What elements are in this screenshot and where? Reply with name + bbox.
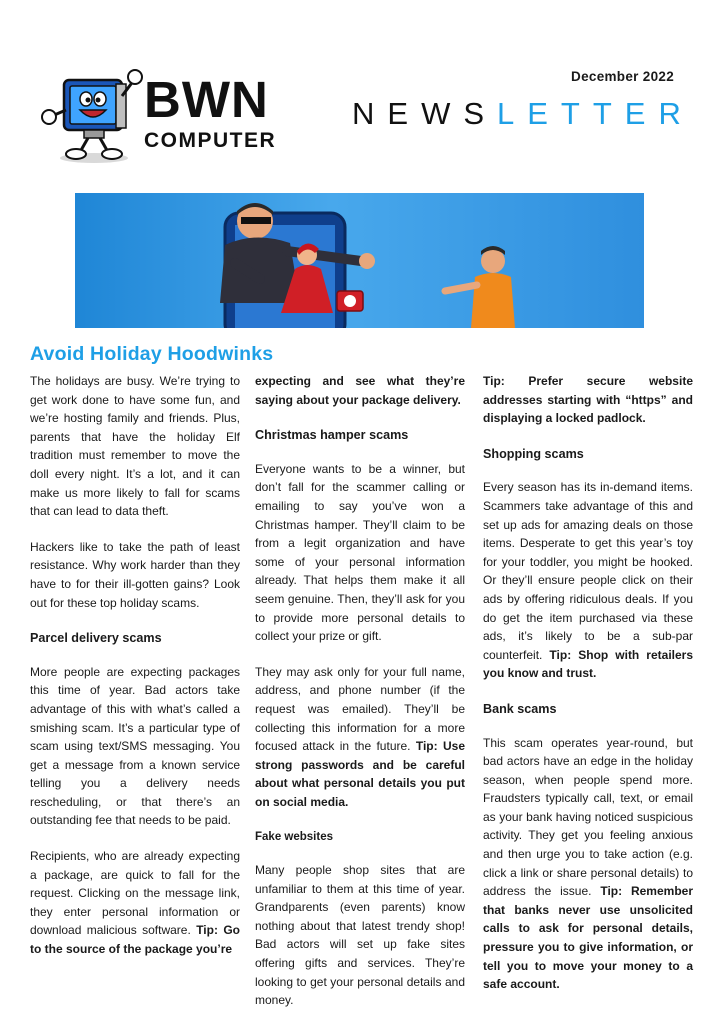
computer-mascot-icon: [36, 66, 146, 166]
intro-paragraph-2: Hackers like to take the path of least resistance. Why work harder than they have to for their ill-gotten gains? Look out for these top holiday scams.: [30, 539, 240, 610]
shopping-tip: Tip: Shop with retailers you know and trust.: [483, 647, 694, 681]
hamper-paragraph-2: [255, 663, 465, 812]
fake-websites-tip: Tip: Prefer secure website addresses starting with “https” and displaying a locked padlock.: [483, 374, 693, 426]
intro-paragraph: The holidays are busy. We’re trying to get work done to have some fun, and we’re hosting family and friends. Plus, parents that have the holiday Elf tradition must remember to move the doll every night. It’s a lot, and it can make us more likely to fall for scams that can lead to data theft.: [30, 374, 240, 519]
section-heading-parcel: Parcel delivery scams: [30, 631, 162, 646]
parcel-paragraph: More people are expecting packages this time of year. Bad actors take advantage of this with what’s called a smishing scam. It’s a particular type of scam using text/SMS messaging. You get a message from a known service telling you a delivery needs rescheduling, or that there’s an outstanding fee that needs to be paid.: [30, 664, 240, 828]
section-heading-hamper: Christmas hamper scams: [255, 428, 409, 443]
issue-date: December 2022: [571, 69, 674, 84]
bank-paragraph: [483, 734, 693, 994]
article-column-1: [30, 372, 240, 976]
shopping-text: Every season has its in-demand items. Scammers take advantage of this and set up ads for amazing deals on those items. Desperate to get this year’s toy for your toddler, you might be hooked. Or they’ll ensure people click on their ads by offering ridiculous deals. If you do get the item purchased via these ads, it’s likely to be a sub-par counterfeit.: [483, 480, 693, 662]
newsletter-header: [0, 0, 724, 180]
article-column-2: [255, 372, 465, 1024]
parcel-paragraph-2: [30, 847, 240, 959]
fake-websites-paragraph: Many people shop sites that are unfamiliar to them at this time of year. Grandparents (even parents) know nothing about that latest trendy shop! Bad actors will set up fake sites offering gifts and services. They’re looking to get your personal details and money.: [255, 863, 465, 1008]
article-column-3: [483, 372, 693, 1011]
hamper-tip: Tip: Use strong passwords and be careful about what personal details you put on social media.: [255, 739, 465, 809]
bwn-computer-logo: [36, 66, 298, 166]
section-heading-fake-websites: Fake websites: [255, 831, 333, 844]
hamper-paragraph: Everyone wants to be a winner, but don’t fall for the scammer calling or emailing to say you’ve won a Christmas hamper. They’ll claim to be from a legit organization and have some of your personal information already. That helps them make it all seem genuine. Then, they’ll ask for you to provide more personal details to collect your prize or gift.: [255, 461, 465, 644]
hamper-text: They may ask only for your full name, address, and phone number (if the request was emailed). They’ll be collecting this information for a more focused attack in the future.: [255, 664, 465, 754]
hero-banner: [75, 193, 644, 328]
section-heading-shopping: Shopping scams: [483, 446, 584, 461]
logo-subtitle: COMPUTER: [144, 129, 277, 152]
logo-wordmark: BWN: [144, 71, 269, 128]
title-part-letter: LETTER: [497, 96, 694, 131]
section-heading-bank: Bank scams: [483, 701, 557, 716]
bank-tip: Tip: Remember that banks never use unsolicited calls to ask for personal details, pressure you to give information, or tell you to move your money to a safe account.: [483, 884, 693, 992]
parcel-tip: Tip: Go to the source of the package you’re: [30, 923, 240, 957]
newsletter-title: [352, 96, 694, 132]
article-headline: Avoid Holiday Hoodwinks: [30, 343, 274, 365]
title-part-news: NEWS: [352, 96, 497, 131]
parcel-text: Recipients, who are already expecting a package, are quick to fall for the request. Clicking on the message link, they enter personal information or download malicious software.: [30, 849, 240, 938]
parcel-tip-continued: expecting and see what they’re saying about your package delivery.: [255, 374, 465, 407]
scam-illustration-icon: [75, 193, 644, 328]
bank-text: This scam operates year-round, but bad actors have an edge in the holiday season, when people spend more. Fraudsters typically call, text, or email as your bank having noticed suspicious activity. They get you feeling anxious and then urge you to take action (e.g. click a link or share personal details) to address the issue.: [483, 735, 693, 899]
shopping-paragraph: [483, 478, 693, 683]
